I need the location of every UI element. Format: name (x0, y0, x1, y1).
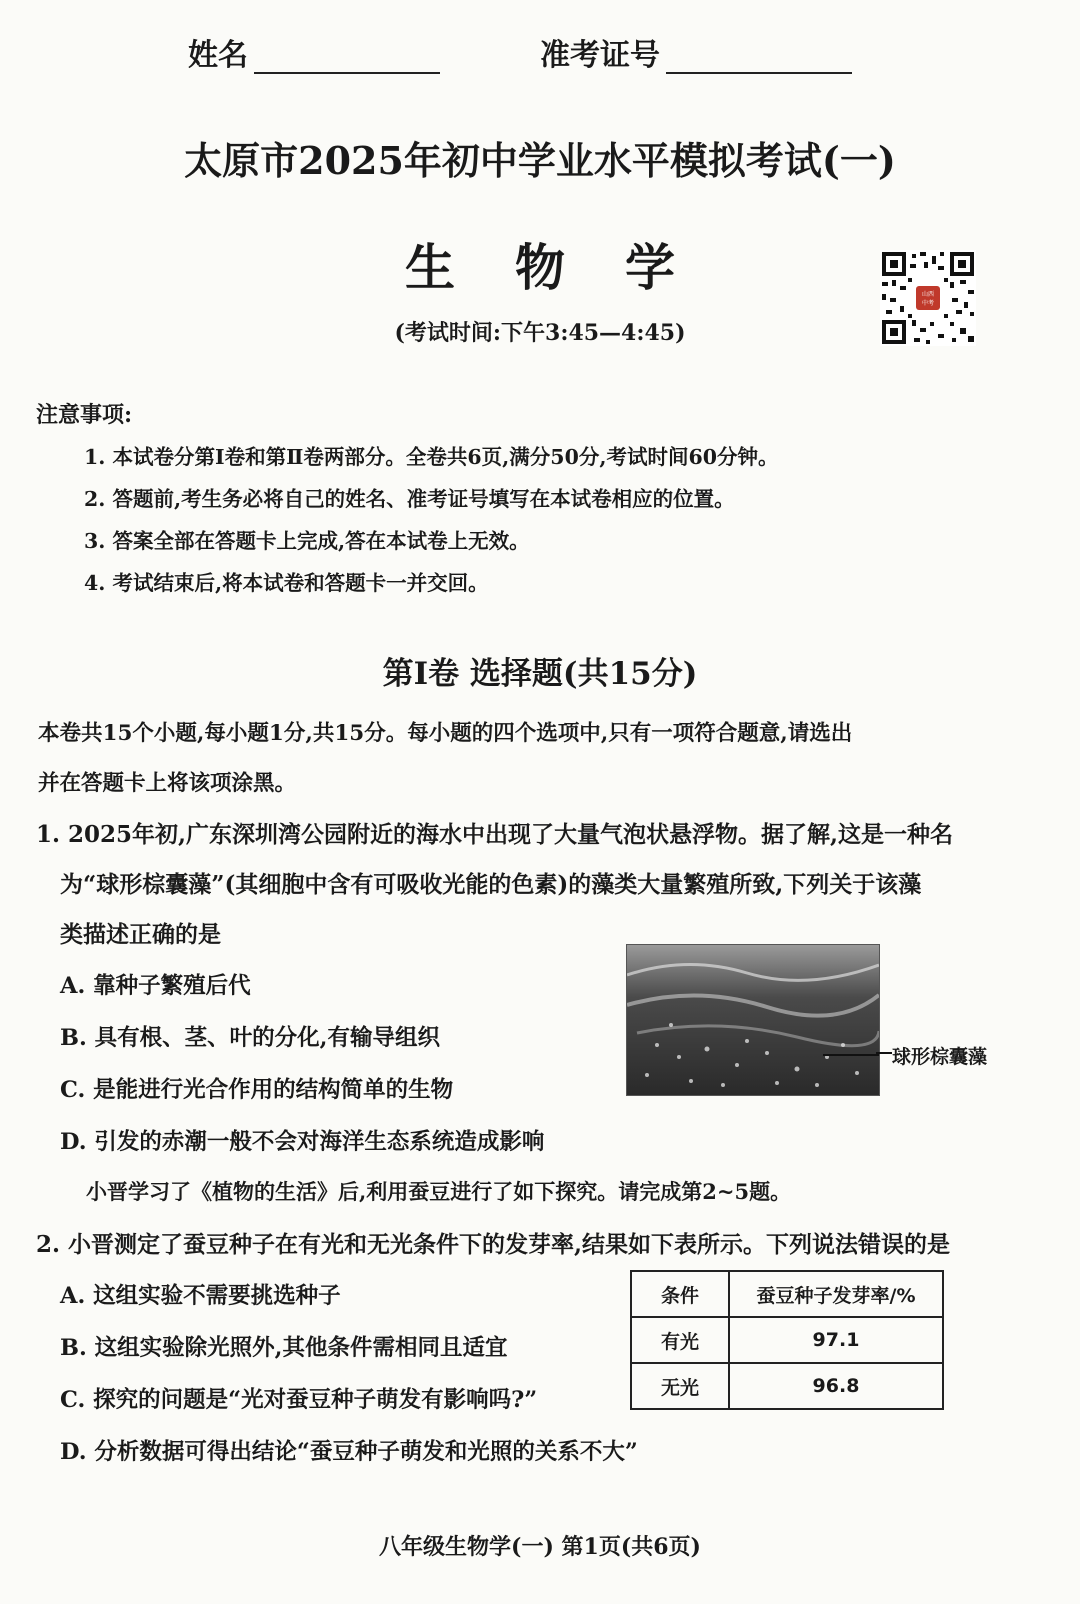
name-label: 姓名 (188, 38, 248, 73)
table-header: 条件 (631, 1271, 729, 1317)
germination-table (630, 1270, 944, 1410)
table-header-row (631, 1271, 943, 1317)
qr-code[interactable] (880, 250, 976, 346)
q1-stem-line3: 类描述正确的是 (60, 921, 221, 948)
q1-option-c: C. 是能进行光合作用的结构简单的生物 (60, 1077, 454, 1103)
table-cell: 无光 (631, 1363, 729, 1409)
photo-label: 球形棕囊藻 (892, 1046, 988, 1068)
table-cell: 有光 (631, 1317, 729, 1363)
q2-option-a: A. 这组实验不需要挑选种子 (60, 1283, 341, 1309)
qr-badge-text: 山西 (921, 291, 935, 298)
notice-item: 2. 答题前,考生务必将自己的姓名、准考证号填写在本试卷相应的位置。 (84, 487, 735, 511)
section-intro-cont: 并在答题卡上将该项涂黑。 (38, 771, 297, 796)
q1-option-d: D. 引发的赤潮一般不会对海洋生态系统造成影响 (60, 1129, 545, 1155)
notice-item: 3. 答案全部在答题卡上完成,答在本试卷上无效。 (84, 529, 530, 553)
exam-title: 太原市2025年初中学业水平模拟考试(一) (184, 138, 896, 183)
table-cell: 97.1 (729, 1317, 943, 1363)
q2-option-b: B. 这组实验除光照外,其他条件需相同且适宜 (60, 1335, 508, 1361)
exam-time: (考试时间:下午3:45—4:45) (394, 320, 686, 346)
q1-stem-line1: 1. 2025年初,广东深圳湾公园附近的海水中出现了大量气泡状悬浮物。据了解,这是一种名 (36, 821, 954, 848)
exam-id-label: 准考证号 (540, 38, 660, 73)
section-intro: 本卷共15个小题,每小题1分,共15分。每小题的四个选项中,只有一项符合题意,请选出 (38, 721, 853, 746)
table-row (631, 1317, 943, 1363)
page-footer: 八年级生物学(一) 第1页(共6页) (379, 1534, 701, 1560)
notice-heading: 注意事项: (36, 402, 133, 428)
subject-title: 生物学 (405, 238, 735, 297)
notice-item: 4. 考试结束后,将本试卷和答题卡一并交回。 (84, 571, 489, 595)
q2-option-d: D. 分析数据可得出结论“蚕豆种子萌发和光照的关系不大” (60, 1439, 638, 1465)
photo-label-leader (876, 1052, 892, 1054)
svg-text:中考: 中考 (921, 300, 935, 307)
table-cell: 96.8 (729, 1363, 943, 1409)
q1-option-a: A. 靠种子繁殖后代 (60, 973, 251, 999)
exam-id-blank[interactable] (666, 72, 852, 74)
q2-stem: 2. 小晋测定了蚕豆种子在有光和无光条件下的发芽率,结果如下表所示。下列说法错误的是 (36, 1231, 951, 1258)
name-field (188, 30, 440, 74)
section-title: 第Ⅰ卷 选择题(共15分) (382, 656, 698, 692)
q2-option-c: C. 探究的问题是“光对蚕豆种子萌发有影响吗?” (60, 1387, 538, 1413)
q1-option-b: B. 具有根、茎、叶的分化,有输导组织 (60, 1025, 441, 1051)
table-row (631, 1363, 943, 1409)
algae-photo (626, 944, 880, 1096)
exam-id-field (540, 30, 852, 74)
q1-stem-line2: 为“球形棕囊藻”(其细胞中含有可吸收光能的色素)的藻类大量繁殖所致,下列关于该藻 (60, 871, 922, 898)
name-blank[interactable] (254, 72, 440, 74)
q2-5-lead: 小晋学习了《植物的生活》后,利用蚕豆进行了如下探究。请完成第2~5题。 (86, 1179, 792, 1204)
table-header: 蚕豆种子发芽率/% (729, 1271, 943, 1317)
notice-item: 1. 本试卷分第Ⅰ卷和第Ⅱ卷两部分。全卷共6页,满分50分,考试时间60分钟。 (84, 445, 779, 469)
